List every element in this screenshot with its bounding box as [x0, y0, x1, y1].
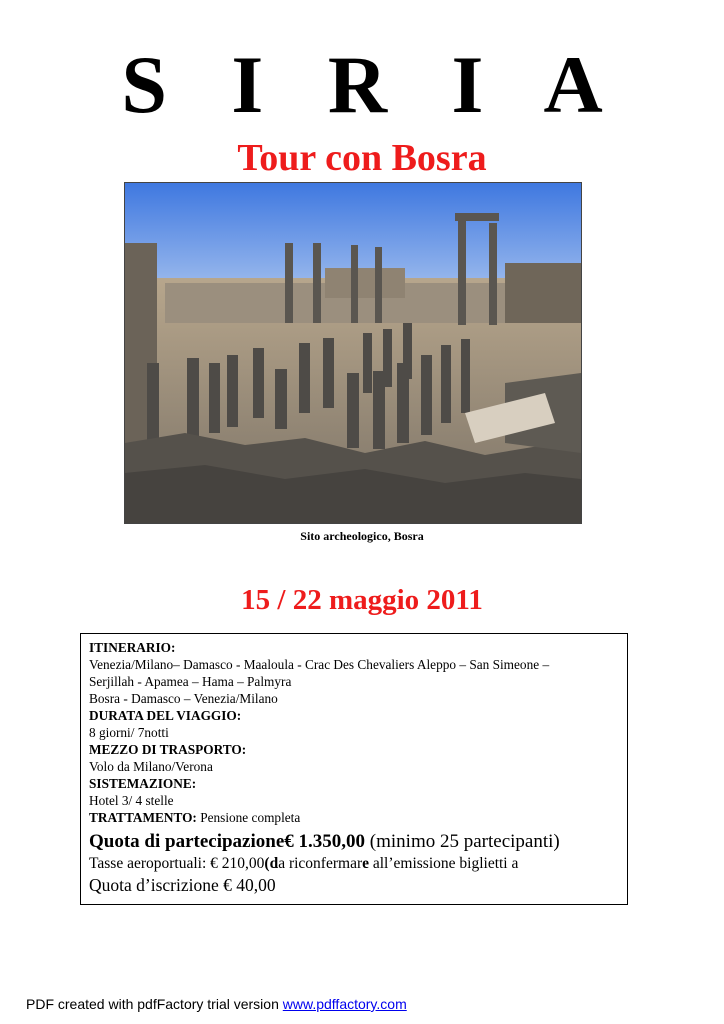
footer-text: PDF created with pdfFactory trial version	[26, 996, 283, 1012]
tasse-row	[89, 854, 619, 874]
bosra-photo	[124, 182, 582, 524]
quota-row	[89, 830, 619, 854]
sistemazione-value: Hotel 3/ 4 stelle	[89, 793, 174, 808]
tasse-text: all’emissione biglietti a	[369, 855, 519, 872]
tour-dates: 15 / 22 maggio 2011	[241, 584, 483, 616]
quota-note: (minimo 25 partecipanti)	[369, 831, 560, 852]
page-title: S I R I A	[121, 39, 625, 130]
durata-label: DURATA DEL VIAGGIO:	[89, 708, 242, 723]
page-subtitle: Tour con Bosra	[237, 137, 487, 179]
photo-caption: Sito archeologico, Bosra	[300, 529, 424, 543]
trattamento-value: Pensione completa	[196, 810, 301, 825]
quota-value: € 1.350,00	[284, 831, 370, 852]
sistemazione-label: SISTEMAZIONE:	[89, 776, 197, 791]
itinerario-line: Venezia/Milano– Damasco - Maaloula - Crac Des Chevaliers Aleppo – San Simeone –	[89, 657, 550, 672]
trattamento-label: TRATTAMENTO:	[89, 810, 197, 825]
mezzo-label: MEZZO DI TRASPORTO:	[89, 742, 247, 757]
trattamento-row	[89, 809, 619, 826]
tasse-text: Tasse aeroportuali: € 210,00	[89, 855, 265, 872]
tasse-text-bold: (d	[264, 855, 279, 872]
itinerario-line: Bosra - Damasco – Venezia/Milano	[89, 691, 278, 706]
pdf-footer	[26, 996, 407, 1012]
tasse-text-bold: e	[362, 855, 369, 872]
itinerario-line: Serjillah - Apamea – Hama – Palmyra	[89, 674, 292, 689]
durata-value: 8 giorni/ 7notti	[89, 725, 169, 740]
info-box	[80, 633, 628, 905]
pdffactory-link[interactable]: www.pdffactory.com	[282, 996, 407, 1012]
quota-iscrizione: Quota d’iscrizione € 40,00	[89, 875, 276, 895]
mezzo-value: Volo da Milano/Verona	[89, 759, 213, 774]
tasse-text: a riconfermar	[278, 855, 363, 872]
quota-label: Quota di partecipazione	[89, 831, 285, 852]
itinerario-label: ITINERARIO:	[89, 640, 176, 655]
